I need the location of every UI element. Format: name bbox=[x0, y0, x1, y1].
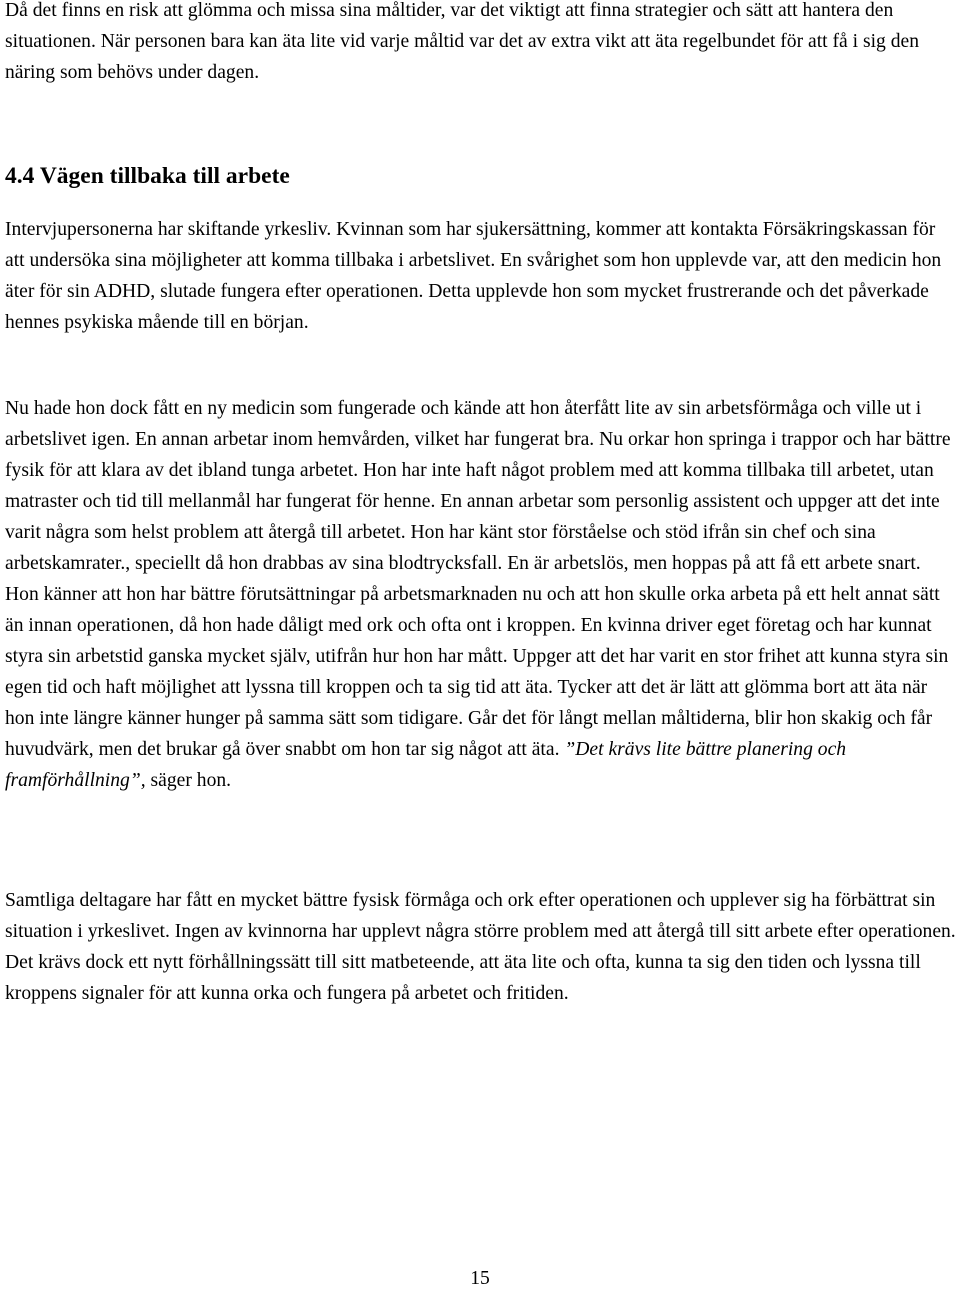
italic-quote: ”Det krävs lite bättre planering och framförhållning”, bbox=[5, 739, 847, 791]
work-life-paragraph: Intervjupersonerna har skiftande yrkesliv. Kvinnan som har sjukersättning, kommer att kontakta Försäkringskassan för att undersöka sina möjligheter att komma tillbaka i arbetslivet. En svårighet som hon upplevde var, att den medicin hon äter för sin ADHD, slutade fungera efter operationen. Detta upplevde hon som mycket frustrerande och det påverkade hennes psykiska mående till en början. bbox=[5, 219, 942, 333]
return-to-work-paragraph bbox=[5, 393, 957, 796]
section-heading: 4.4 Vägen tillbaka till arbete bbox=[5, 163, 290, 189]
return-to-work-text: Nu hade hon dock fått en ny medicin som fungerade och kände att hon återfått lite av sin arbetsförmåga och ville ut i arbetslivet igen. En annan arbetar inom hemvården, vilket har fungerat bra. Nu orkar hon springa i trappor och har bättre fysik för att klara av det ibland tunga arbetet. Hon har inte haft något problem med att komma tillbaka till arbetet, utan matraster och tid till mellanmål har fungerat för henne. En annan arbetar som personlig assistent och uppger att det inte varit några som helst problem att återgå till arbetet. Hon har känt stor förståelse och stöd ifrån sin chef och sina arbetskamrater., speciellt då hon drabbas av sina blodtrycksfall. En är arbetslös, men hoppas på att få ett arbete snart. Hon känner att hon har bättre förutsättningar på arbetsmarknaden nu och att hon skulle orka arbeta på ett helt annat sätt än innan operationen, då hon hade dåligt med ork och ofta ont i kroppen. En kvinna driver eget företag och har kunnat styra sin arbetstid ganska mycket själv, utifrån hur hon har mått. Uppger att det har varit en stor frihet att kunna styra sin egen tid och haft möjlighet att lyssna till kroppen och ta sig tid att äta. Tycker att det är lätt att glömma bort att äta när hon inte längre känner hunger på samma sätt som tidigare. Går det för långt mellan måltiderna, blir hon skakig och får huvudvärk, men det brukar gå över snabbt om hon tar sig något att äta. bbox=[5, 398, 951, 760]
summary-paragraph: Samtliga deltagare har fått en mycket bättre fysisk förmåga och ork efter operationen och upplever sig ha förbättrat sin situation i yrkeslivet. Ingen av kvinnorna har upplevt några större problem med att återgå till sitt arbete efter operationen. Det krävs dock ett nytt förhållningssätt till sitt matbeteende, att äta lite och ofta, kunna ta sig den tiden och lyssna till kroppens signaler för att kunna orka och fungera på arbetet och fritiden. bbox=[5, 890, 956, 1004]
page-number: 15 bbox=[470, 1268, 490, 1289]
quote-attribution: säger hon. bbox=[145, 770, 232, 791]
intro-paragraph: Då det finns en risk att glömma och missa sina måltider, var det viktigt att finna strategier och sätt att hantera den situationen. När personen bara kan äta lite vid varje måltid var det av extra vikt att äta regelbundet för att få i sig den näring som behövs under dagen. bbox=[5, 0, 920, 83]
